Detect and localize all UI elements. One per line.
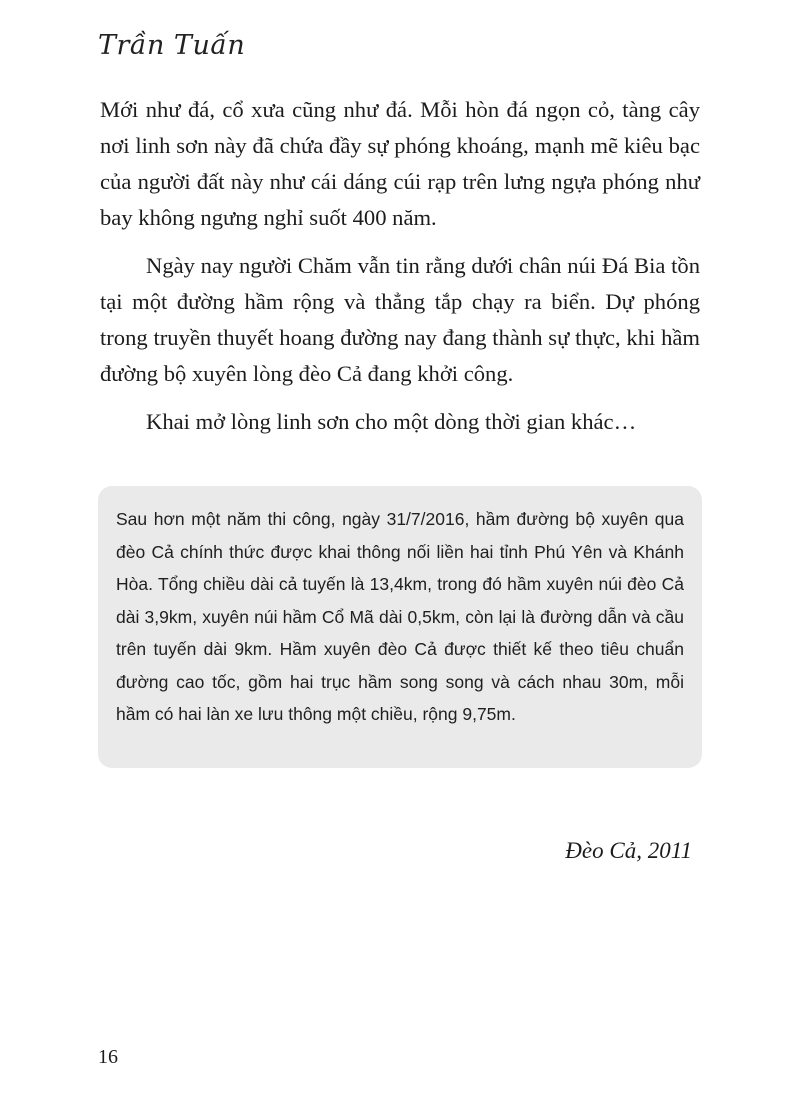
- page-number: 16: [98, 1046, 118, 1068]
- body-paragraph-3: Khai mở lòng linh sơn cho một dòng thời gian khác…: [146, 409, 637, 434]
- body-paragraph-1: Mới như đá, cổ xưa cũng như đá. Mỗi hòn đá ngọn cỏ, tàng cây nơi linh sơn này đã chứa đầy sự phóng khoáng, mạnh mẽ kiêu bạc của người đất này như cái dáng cúi rạp trên lưng ngựa phóng như bay không ngưng nghỉ suốt 400 năm.: [100, 97, 700, 230]
- body-text: [100, 92, 700, 452]
- body-paragraph-2: Ngày nay người Chăm vẫn tin rằng dưới chân núi Đá Bia tồn tại một đường hầm rộng và thẳng tắp chạy ra biển. Dự phóng trong truyền thuyết hoang đường nay đang thành sự thực, khi hầm đường bộ xuyên lòng đèo Cả đang khởi công.: [100, 253, 700, 386]
- place-date-signature: Đèo Cả, 2011: [565, 838, 692, 863]
- running-header-author: Trần Tuấn: [98, 30, 246, 61]
- info-note-box: Sau hơn một năm thi công, ngày 31/7/2016, hầm đường bộ xuyên qua đèo Cả chính thức được khai thông nối liền hai tỉnh Phú Yên và Khánh Hòa. Tổng chiều dài cả tuyến là 13,4km, trong đó hầm xuyên núi đèo Cả dài 3,9km, xuyên núi hầm Cổ Mã dài 0,5km, còn lại là đường dẫn và cầu trên tuyến dài 9km. Hầm xuyên đèo Cả được thiết kế theo tiêu chuẩn đường cao tốc, gồm hai trục hầm song song và cách nhau 30m, mỗi hầm có hai làn xe lưu thông một chiều, rộng 9,75m.: [98, 486, 702, 768]
